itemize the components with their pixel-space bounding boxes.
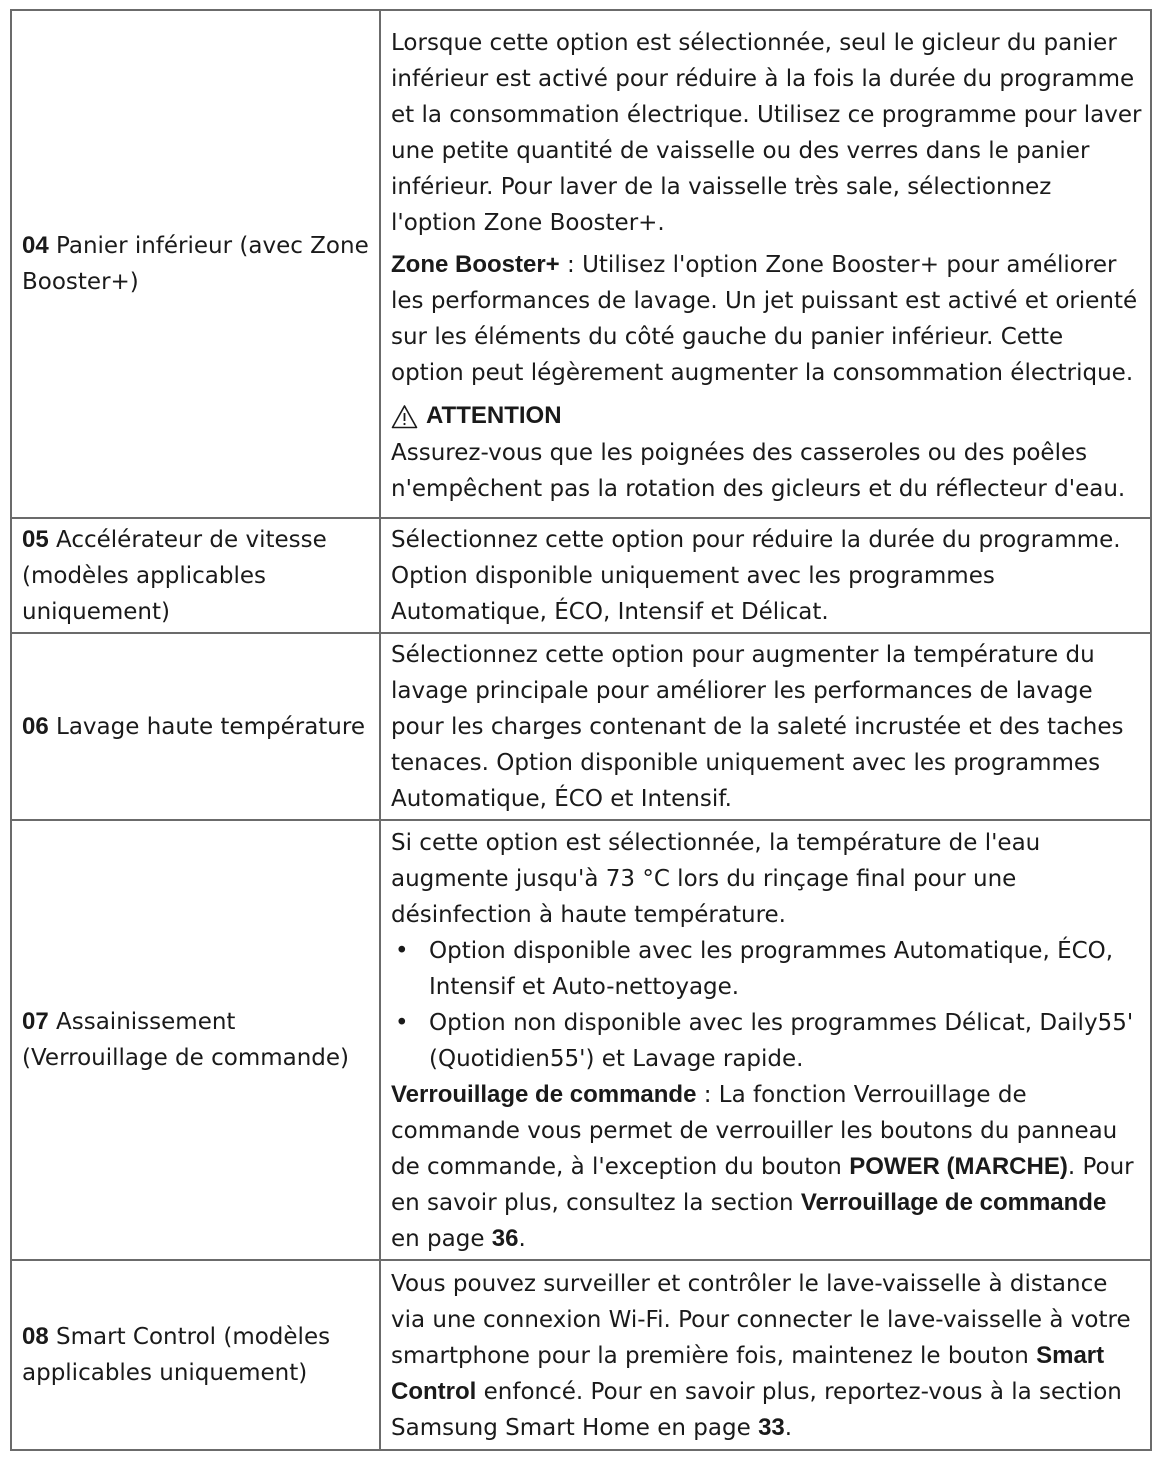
control-lock-term: Verrouillage de commande: [391, 1080, 697, 1108]
table-row: [11, 10, 1151, 518]
control-lock-text: en page: [391, 1225, 492, 1252]
control-lock-text: : La fonction Verrouillage de commande vous permet de verrouiller les boutons du panneau de commande, à l'exception du bouton: [391, 1081, 1118, 1180]
control-lock-paragraph: [391, 1077, 1142, 1257]
caution-heading: [391, 397, 1142, 435]
control-lock-text: . Pour en savoir plus, consultez la section: [391, 1153, 1134, 1216]
option-title: Panier inférieur (avec Zone Booster+): [22, 233, 369, 295]
smart-control-text: .: [784, 1414, 793, 1441]
warning-triangle-icon: [391, 404, 418, 429]
availability-list: [391, 933, 1142, 1077]
option-number: 08: [22, 1323, 49, 1350]
option-name-cell: [11, 518, 380, 633]
option-name-cell: [11, 1260, 380, 1450]
option-name-cell: [11, 633, 380, 820]
option-description: Si cette option est sélectionnée, la température de l'eau augmente jusqu'à 73 °C lors du rinçage final pour une désinfection à haute température.: [391, 829, 1041, 928]
option-number: 06: [22, 712, 49, 740]
smart-control-text: Vous pouvez surveiller et contrôler le lave-vaisselle à distance via une connexion Wi-Fi. Pour connecter le lave-vaisselle à votre smartphone pour la première fois, maintenez le bouton: [391, 1270, 1131, 1369]
list-item: • Option disponible avec les programmes Automatique, ÉCO, Intensif et Auto-nettoyage.: [391, 933, 1142, 1005]
caution-text: Assurez-vous que les poignées des casseroles ou des poêles n'empêchent pas la rotation des gicleurs et du réflecteur d'eau.: [391, 440, 1126, 502]
options-table: [10, 9, 1152, 1451]
list-item: • Option non disponible avec les programmes Délicat, Daily55' (Quotidien55') et Lavage rapide.: [391, 1005, 1142, 1077]
caution-label: ATTENTION: [426, 402, 562, 429]
table-row: [11, 1260, 1151, 1450]
option-description: Sélectionnez cette option pour augmenter la température du lavage principale pour améliorer les performances de lavage pour les charges contenant de la saleté incrustée et des taches tenaces. Option disponible uniquement avec les programmes Automatique, ÉCO et Intensif.: [391, 642, 1124, 812]
option-title: Smart Control (modèles applicables uniquement): [22, 1324, 331, 1386]
option-description-cell: [380, 518, 1151, 633]
option-description-cell: [380, 1260, 1151, 1450]
option-name-cell: [11, 820, 380, 1260]
table-row: [11, 518, 1151, 633]
option-title: Lavage haute température: [56, 713, 365, 740]
table-row: [11, 633, 1151, 820]
option-name-cell: [11, 10, 380, 518]
page-ref[interactable]: 36: [491, 1224, 519, 1252]
zone-booster-term: Zone Booster+: [391, 251, 560, 278]
option-title: Assainissement (Verrouillage de commande): [22, 1009, 350, 1071]
power-button-ref: POWER (MARCHE): [849, 1152, 1068, 1180]
smart-control-paragraph: [391, 1266, 1142, 1446]
control-lock-text: .: [518, 1225, 526, 1252]
zone-booster-paragraph: [391, 247, 1142, 391]
option-title: Accélérateur de vitesse (modèles applicables uniquement): [22, 526, 327, 625]
option-number: 05: [22, 525, 49, 553]
option-number: 04: [22, 232, 49, 259]
option-description-cell: [380, 10, 1151, 518]
page-ref[interactable]: 33: [758, 1413, 785, 1441]
smart-control-text: enfoncé. Pour en savoir plus, reportez-vous à la section Samsung Smart Home en page: [391, 1378, 1122, 1441]
option-number: 07: [22, 1008, 49, 1035]
section-link[interactable]: Verrouillage de commande: [800, 1188, 1107, 1216]
table-row: [11, 820, 1151, 1260]
option-description: Lorsque cette option est sélectionnée, seul le gicleur du panier inférieur est activé pour réduire à la fois la durée du programme et la consommation électrique. Utilisez ce programme pour laver une petite quantité de vaisselle ou des verres dans le panier inférieur. Pour laver de la vaisselle très sale, sélectionnez l'option Zone Booster+.: [391, 30, 1142, 236]
option-description-cell: [380, 820, 1151, 1260]
option-description-cell: [380, 633, 1151, 820]
option-description: Sélectionnez cette option pour réduire la durée du programme. Option disponible uniquement avec les programmes Automatique, ÉCO, Intensif et Délicat.: [391, 527, 1121, 625]
smart-control-button-ref: Smart Control: [391, 1341, 1105, 1405]
zone-booster-text: : Utilisez l'option Zone Booster+ pour améliorer les performances de lavage. Un jet puissant est activé et orienté sur les éléments du côté gauche du panier inférieur. Cette option peut légèrement augmenter la consommation électrique.: [391, 252, 1138, 386]
